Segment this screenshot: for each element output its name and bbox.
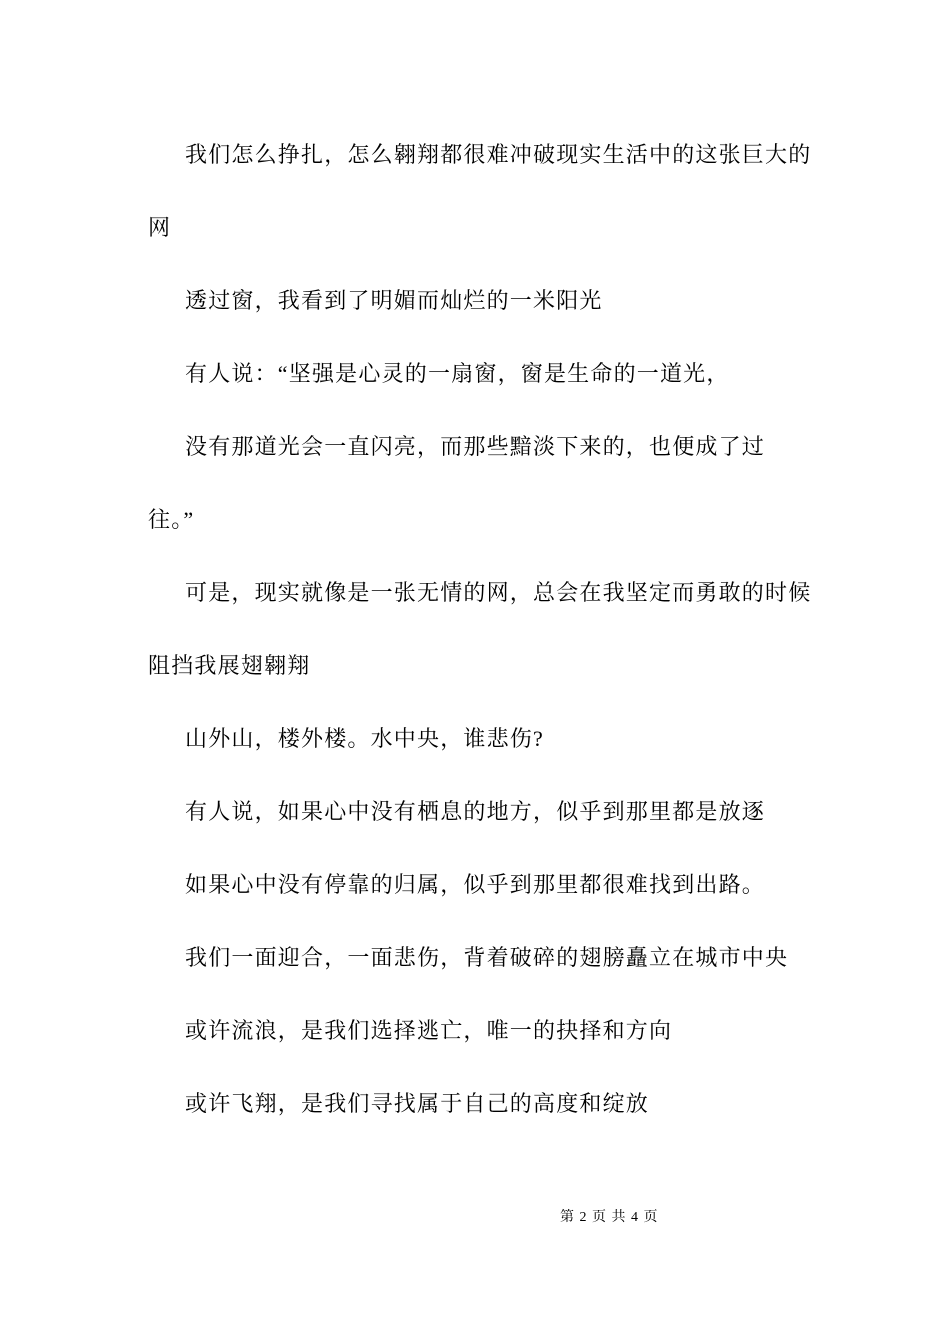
text-line: 往。”: [148, 507, 195, 532]
text-line: 或许飞翔，是我们寻找属于自己的高度和绽放: [185, 1091, 650, 1116]
page-footer: [0, 1206, 950, 1230]
text-line: 阻挡我展翅翱翔: [148, 653, 311, 678]
document-body: [148, 118, 860, 1140]
text-line: 没有那道光会一直闪亮，而那些黯淡下来的，也便成了过: [185, 434, 766, 459]
text-line: 有人说：“坚强是心灵的一扇窗，窗是生命的一道光，: [185, 361, 730, 386]
text-line: 有人说，如果心中没有栖息的地方，似乎到那里都是放逐: [185, 799, 766, 824]
text-line: 透过窗，我看到了明媚而灿烂的一米阳光: [185, 288, 603, 313]
text-line: 山外山，楼外楼。水中央，谁悲伤?: [185, 726, 544, 751]
text-line: 或许流浪，是我们选择逃亡，唯一的抉择和方向: [185, 1018, 673, 1043]
text-line: 我们怎么挣扎，怎么翱翔都很难冲破现实生活中的这张巨大的: [185, 142, 812, 167]
page-number-text: 第 2 页 共 4 页: [560, 1210, 659, 1225]
text-line: 如果心中没有停靠的归属，似乎到那里都很难找到出路。: [185, 872, 766, 897]
text-line: 我们一面迎合，一面悲伤，背着破碎的翅膀矗立在城市中央: [185, 945, 789, 970]
text-line: 可是，现实就像是一张无情的网，总会在我坚定而勇敢的时候: [185, 580, 812, 605]
text-line: 网: [148, 215, 172, 240]
